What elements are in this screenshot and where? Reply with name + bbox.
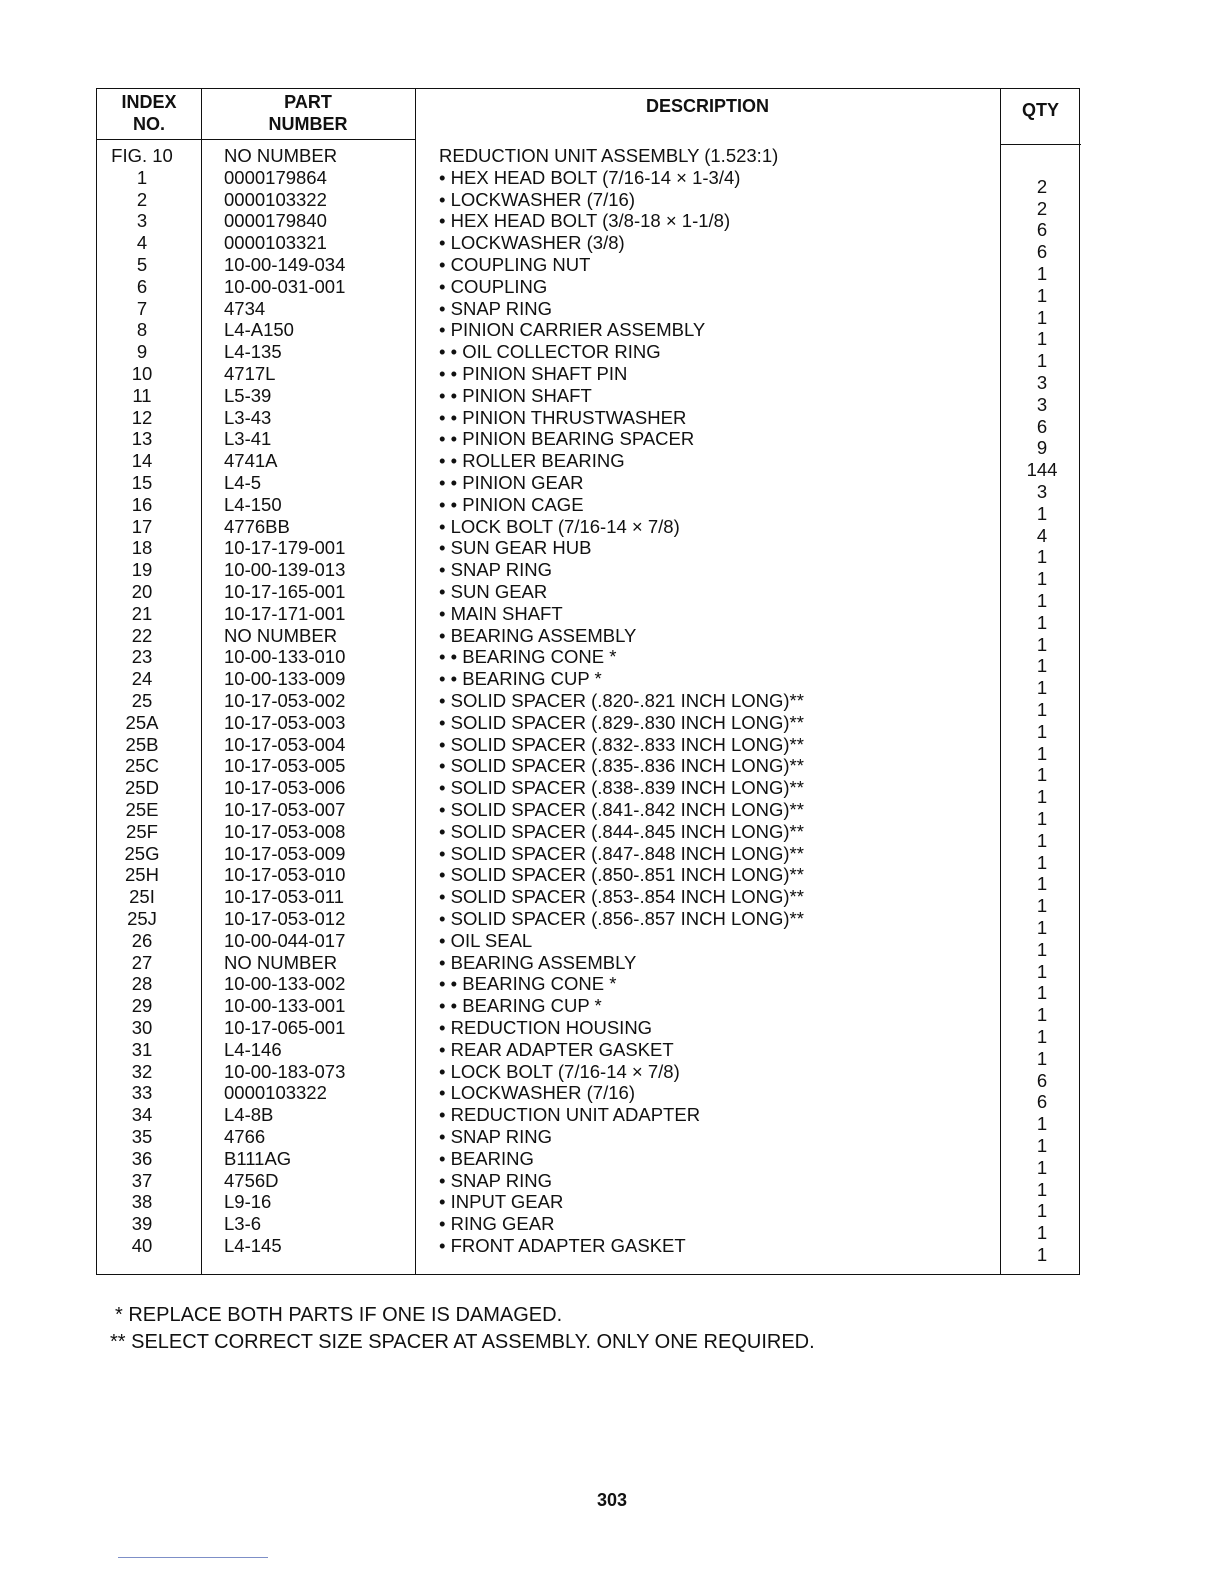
description-cell: • • BEARING CONE *	[439, 646, 617, 668]
index-cell: 25G	[124, 842, 160, 864]
index-cell: 25C	[125, 755, 159, 777]
table-row	[97, 1235, 1079, 1265]
qty-cell: 1	[1036, 1113, 1048, 1135]
qty-cell: 1	[1036, 284, 1048, 306]
index-cell: 5	[136, 254, 148, 275]
qty-cell: 1	[1036, 677, 1048, 699]
qty-cell: 1	[1036, 328, 1048, 350]
table-row	[97, 1082, 1079, 1113]
description-cell: • • BEARING CUP *	[439, 995, 602, 1017]
qty-cell: 6	[1036, 241, 1048, 263]
qty-cell: 1	[1036, 938, 1048, 960]
part-number-cell: NO NUMBER	[224, 145, 338, 166]
description-cell: • INPUT GEAR	[439, 1191, 564, 1213]
qty-cell: 1	[1036, 1135, 1048, 1156]
table-row	[97, 472, 1079, 502]
description-cell: • REAR ADAPTER GASKET	[439, 1038, 674, 1060]
table-row	[97, 493, 1079, 524]
description-cell: • • PINION THRUSTWASHER	[439, 406, 687, 428]
qty-cell: 1	[1036, 655, 1048, 677]
table-row	[97, 690, 1079, 720]
part-number-cell: NO NUMBER	[224, 624, 338, 646]
qty-cell: 1	[1036, 720, 1048, 742]
description-cell: • RING GEAR	[439, 1213, 555, 1235]
qty-cell: 1	[1036, 829, 1048, 851]
table-row	[97, 297, 1079, 328]
table-row	[97, 210, 1079, 241]
description-cell: REDUCTION UNIT ASSEMBLY (1.523:1)	[439, 145, 779, 166]
table-row	[97, 450, 1079, 481]
index-cell: 1	[136, 166, 148, 188]
part-number-cell: 10-17-053-005	[224, 755, 346, 777]
description-cell: • SNAP RING	[439, 297, 553, 319]
qty-cell: 1	[1036, 1156, 1048, 1178]
part-number-cell: 10-00-133-001	[224, 995, 346, 1017]
table-row	[97, 733, 1079, 764]
table-row	[97, 1126, 1079, 1156]
qty-cell: 1	[1036, 699, 1048, 720]
part-number-cell: 10-17-053-009	[224, 842, 346, 864]
part-number-cell: 10-00-031-001	[224, 275, 346, 297]
table-row	[97, 820, 1079, 851]
index-cell: 28	[131, 973, 153, 995]
part-number-cell: 10-00-133-009	[224, 668, 346, 690]
header-divider	[97, 139, 415, 140]
part-number-cell: 10-17-053-008	[224, 820, 346, 842]
description-cell: • SOLID SPACER (.838-.839 INCH LONG)**	[439, 777, 804, 799]
table-row	[97, 842, 1079, 873]
qty-cell: 4	[1036, 524, 1048, 546]
description-cell: • SUN GEAR	[439, 581, 548, 602]
part-number-cell: 10-17-053-010	[224, 864, 346, 886]
parts-table	[96, 88, 1080, 1275]
part-number-cell: L4-135	[224, 341, 282, 363]
index-cell: 25A	[125, 711, 159, 733]
index-cell: 17	[131, 515, 153, 537]
description-cell: • LOCKWASHER (3/8)	[439, 232, 625, 254]
description-cell: • SOLID SPACER (.841-.842 INCH LONG)**	[439, 799, 804, 820]
index-cell: 25F	[126, 820, 158, 842]
index-cell: 21	[131, 602, 153, 624]
footnote-single-star: * REPLACE BOTH PARTS IF ONE IS DAMAGED.	[115, 1304, 563, 1326]
index-cell: 19	[131, 559, 153, 581]
index-cell: 16	[131, 493, 153, 515]
table-row	[97, 995, 1079, 1026]
qty-cell: 1	[1036, 502, 1048, 524]
index-cell: 37	[131, 1169, 153, 1191]
description-cell: • • PINION SHAFT	[439, 384, 592, 406]
index-cell: 13	[131, 428, 153, 450]
qty-cell: 2	[1036, 197, 1048, 219]
part-number-cell: L9-16	[224, 1191, 272, 1213]
index-cell: 30	[131, 1017, 153, 1038]
qty-cell: 1	[1036, 546, 1048, 568]
header-part-number: PART NUMBER	[268, 92, 348, 134]
table-row	[97, 624, 1079, 655]
table-row	[97, 1147, 1079, 1178]
description-cell: • OIL SEAL	[439, 929, 533, 951]
description-cell: • COUPLING NUT	[439, 254, 591, 275]
qty-cell: 1	[1036, 786, 1048, 808]
description-cell: • • ROLLER BEARING	[439, 450, 625, 472]
part-number-cell: 10-17-165-001	[224, 581, 346, 602]
table-row	[97, 973, 1079, 1004]
table-row	[97, 1213, 1079, 1244]
part-number-cell: 0000103321	[224, 232, 327, 254]
index-cell: 38	[131, 1191, 153, 1213]
qty-cell: 1	[1036, 306, 1048, 328]
part-number-cell: 10-17-053-007	[224, 799, 346, 820]
qty-cell: 1	[1036, 917, 1048, 938]
part-number-cell: 4766	[224, 1126, 266, 1147]
table-row	[97, 232, 1079, 263]
table-row	[97, 951, 1079, 982]
qty-cell: 1	[1036, 590, 1048, 611]
table-row	[97, 864, 1079, 895]
index-cell: 36	[131, 1147, 153, 1169]
index-cell: 25J	[127, 908, 157, 929]
part-number-cell: 4741A	[224, 450, 278, 472]
part-number-cell: L4-A150	[224, 319, 294, 341]
footnote-double-star: ** SELECT CORRECT SIZE SPACER AT ASSEMBLY. ONLY ONE REQUIRED.	[110, 1331, 815, 1353]
table-row	[97, 145, 1079, 167]
part-number-cell: L4-8B	[224, 1104, 274, 1126]
part-number-cell: 10-00-133-002	[224, 973, 346, 995]
part-number-cell: L4-146	[224, 1038, 282, 1060]
part-number-cell: 0000179840	[224, 210, 327, 232]
index-cell: 10	[131, 363, 153, 384]
index-cell: 32	[131, 1060, 153, 1082]
table-row	[97, 1169, 1079, 1200]
table-row	[97, 1038, 1079, 1069]
part-number-cell: 10-00-044-017	[224, 929, 346, 951]
table-row	[97, 1191, 1079, 1222]
table-row	[97, 428, 1079, 459]
part-number-cell: 4717L	[224, 363, 276, 384]
qty-cell: 1	[1036, 350, 1048, 372]
description-cell: • BEARING ASSEMBLY	[439, 624, 637, 646]
description-cell: • • BEARING CONE *	[439, 973, 617, 995]
header-description: DESCRIPTION	[645, 96, 769, 116]
index-cell: 25	[131, 690, 153, 711]
qty-cell: 1	[1036, 742, 1048, 764]
table-row	[97, 188, 1079, 219]
part-number-cell: 10-17-053-011	[224, 886, 344, 908]
table-row	[97, 406, 1079, 437]
description-cell: • SOLID SPACER (.832-.833 INCH LONG)**	[439, 733, 804, 755]
qty-cell: 1	[1036, 611, 1048, 633]
part-number-cell: 10-17-065-001	[224, 1017, 346, 1038]
description-cell: • COUPLING	[439, 275, 548, 297]
description-cell: • SOLID SPACER (.847-.848 INCH LONG)**	[439, 842, 804, 864]
qty-cell: 3	[1036, 481, 1048, 502]
qty-cell: 1	[1036, 895, 1048, 917]
table-row	[97, 646, 1079, 677]
description-cell: • SOLID SPACER (.856-.857 INCH LONG)**	[439, 908, 804, 929]
qty-cell: 1	[1036, 1047, 1048, 1069]
qty-cell: 1	[1036, 1004, 1048, 1026]
description-cell: • SOLID SPACER (.829-.830 INCH LONG)**	[439, 711, 804, 733]
description-cell: • BEARING ASSEMBLY	[439, 951, 637, 973]
table-row	[97, 668, 1079, 699]
description-cell: • HEX HEAD BOLT (3/8-18 × 1-1/8)	[439, 210, 731, 232]
description-cell: • SOLID SPACER (.844-.845 INCH LONG)**	[439, 820, 804, 842]
index-cell: 33	[131, 1082, 153, 1104]
qty-cell: 1	[1036, 851, 1048, 873]
index-cell: 3	[136, 210, 148, 232]
table-row	[97, 537, 1079, 568]
index-cell: 26	[131, 929, 153, 951]
description-cell: • SNAP RING	[439, 559, 553, 581]
table-row	[97, 581, 1079, 611]
part-number-cell: 10-00-149-034	[224, 254, 346, 275]
table-row	[97, 1060, 1079, 1091]
index-cell: 4	[136, 232, 148, 254]
description-cell: • • PINION CAGE	[439, 493, 584, 515]
description-cell: • • OIL COLLECTOR RING	[439, 341, 661, 363]
part-number-cell: NO NUMBER	[224, 951, 338, 973]
index-cell: 29	[131, 995, 153, 1017]
index-cell: 11	[132, 384, 152, 406]
part-number-cell: L3-43	[224, 406, 272, 428]
part-number-cell: L3-41	[224, 428, 272, 450]
table-row	[97, 363, 1079, 393]
index-cell: 25B	[125, 733, 159, 755]
part-number-cell: L4-5	[224, 472, 262, 493]
qty-cell: 1	[1036, 1200, 1048, 1222]
index-cell: 6	[136, 275, 148, 297]
table-row	[97, 777, 1079, 808]
part-number-cell: 10-17-053-006	[224, 777, 346, 799]
qty-cell: 1	[1036, 1244, 1048, 1265]
table-row	[97, 929, 1079, 960]
index-cell: 8	[136, 319, 148, 341]
description-cell: • SNAP RING	[439, 1169, 553, 1191]
index-cell: 25H	[125, 864, 159, 886]
qty-cell: 1	[1036, 1026, 1048, 1047]
description-cell: • • PINION SHAFT PIN	[439, 363, 628, 384]
index-cell: 2	[136, 188, 148, 210]
part-number-cell: 10-17-053-002	[224, 690, 346, 711]
index-cell: 40	[131, 1235, 153, 1256]
description-cell: • SOLID SPACER (.853-.854 INCH LONG)**	[439, 886, 804, 908]
description-cell: • LOCK BOLT (7/16-14 × 7/8)	[439, 1060, 680, 1082]
part-number-cell: 10-17-053-012	[224, 908, 346, 929]
description-cell: • REDUCTION UNIT ADAPTER	[439, 1104, 701, 1126]
description-cell: • PINION CARRIER ASSEMBLY	[439, 319, 706, 341]
header-index: INDEX NO.	[121, 92, 177, 134]
qty-cell: 1	[1036, 808, 1048, 829]
part-number-cell: 0000103322	[224, 1082, 327, 1104]
qty-cell: 2	[1036, 175, 1048, 197]
description-cell: • HEX HEAD BOLT (7/16-14 × 1-3/4)	[439, 166, 741, 188]
part-number-cell: L3-6	[224, 1213, 262, 1235]
part-number-cell: 10-00-139-013	[224, 559, 346, 581]
index-cell: 31	[131, 1038, 153, 1060]
table-row	[97, 254, 1079, 284]
table-row	[97, 319, 1079, 350]
index-cell: 14	[131, 450, 153, 472]
description-cell: • SUN GEAR HUB	[439, 537, 592, 559]
qty-cell: 144	[1026, 459, 1058, 481]
part-number-cell: 4734	[224, 297, 266, 319]
part-number-cell: 10-17-053-004	[224, 733, 346, 755]
scan-artifact-line	[118, 1557, 268, 1558]
part-number-cell: 4756D	[224, 1169, 279, 1191]
part-number-cell: 4776BB	[224, 515, 290, 537]
index-cell: 25E	[125, 799, 159, 820]
part-number-cell: 10-00-183-073	[224, 1060, 346, 1082]
table-row	[97, 559, 1079, 590]
header-qty: QTY	[1021, 100, 1059, 120]
description-cell: • SOLID SPACER (.820-.821 INCH LONG)**	[439, 690, 804, 711]
index-cell: 12	[131, 406, 153, 428]
qty-cell: 1	[1036, 633, 1048, 655]
index-cell: FIG. 10	[111, 145, 173, 166]
table-row	[97, 602, 1079, 633]
index-cell: 22	[131, 624, 153, 646]
qty-cell: 1	[1036, 568, 1048, 590]
table-row	[97, 275, 1079, 306]
part-number-cell: 10-17-179-001	[224, 537, 346, 559]
table-row	[97, 1104, 1079, 1135]
description-cell: • MAIN SHAFT	[439, 602, 563, 624]
qty-cell: 6	[1036, 1091, 1048, 1113]
index-cell: 18	[131, 537, 153, 559]
table-row	[97, 908, 1079, 938]
table-row	[97, 799, 1079, 829]
part-number-cell: 10-17-171-001	[224, 602, 346, 624]
qty-cell: 3	[1036, 393, 1048, 415]
table-row	[97, 886, 1079, 917]
description-cell: • LOCKWASHER (7/16)	[439, 1082, 635, 1104]
part-number-cell: L4-145	[224, 1235, 282, 1256]
index-cell: 7	[136, 297, 148, 319]
description-cell: • LOCKWASHER (7/16)	[439, 188, 635, 210]
description-cell: • LOCK BOLT (7/16-14 × 7/8)	[439, 515, 680, 537]
index-cell: 20	[131, 581, 153, 602]
table-row	[97, 341, 1079, 372]
qty-cell: 1	[1036, 982, 1048, 1004]
part-number-cell: 0000179864	[224, 166, 327, 188]
qty-cell: 1	[1036, 960, 1048, 982]
qty-cell: 1	[1036, 1178, 1048, 1200]
index-cell: 25D	[125, 777, 159, 799]
qty-cell: 6	[1036, 219, 1048, 241]
part-number-cell: B111AG	[224, 1147, 292, 1169]
table-row	[97, 711, 1079, 742]
part-number-cell: 0000103322	[224, 188, 327, 210]
qty-cell: 1	[1036, 1222, 1048, 1244]
description-cell: • • BEARING CUP *	[439, 668, 602, 690]
qty-cell: 1	[1036, 873, 1048, 895]
description-cell: • SNAP RING	[439, 1126, 553, 1147]
description-cell: • SOLID SPACER (.835-.836 INCH LONG)**	[439, 755, 804, 777]
description-cell: • • PINION BEARING SPACER	[439, 428, 695, 450]
table-row	[97, 515, 1079, 546]
index-cell: 35	[131, 1126, 153, 1147]
part-number-cell: 10-00-133-010	[224, 646, 346, 668]
table-row	[97, 384, 1079, 415]
index-cell: 23	[131, 646, 153, 668]
index-cell: 39	[131, 1213, 153, 1235]
qty-cell: 1	[1036, 764, 1048, 786]
index-cell: 15	[131, 472, 153, 493]
description-cell: • FRONT ADAPTER GASKET	[439, 1235, 686, 1256]
index-cell: 27	[131, 951, 153, 973]
qty-cell: 9	[1036, 437, 1048, 459]
table-row	[97, 166, 1079, 197]
index-cell: 25I	[129, 886, 155, 908]
part-number-cell: L5-39	[224, 384, 272, 406]
page-number: 303	[596, 1490, 628, 1510]
table-row	[97, 1017, 1079, 1047]
part-number-cell: L4-150	[224, 493, 282, 515]
qty-cell: 1	[1036, 263, 1048, 284]
qty-cell: 6	[1036, 1069, 1048, 1091]
qty-cell: 6	[1036, 415, 1048, 437]
index-cell: 9	[136, 341, 148, 363]
table-row	[97, 755, 1079, 786]
index-cell: 24	[131, 668, 153, 690]
index-cell: 34	[131, 1104, 153, 1126]
part-number-cell: 10-17-053-003	[224, 711, 346, 733]
description-cell: • REDUCTION HOUSING	[439, 1017, 653, 1038]
qty-cell: 3	[1036, 372, 1048, 393]
description-cell: • SOLID SPACER (.850-.851 INCH LONG)**	[439, 864, 804, 886]
description-cell: • • PINION GEAR	[439, 472, 584, 493]
description-cell: • BEARING	[439, 1147, 534, 1169]
